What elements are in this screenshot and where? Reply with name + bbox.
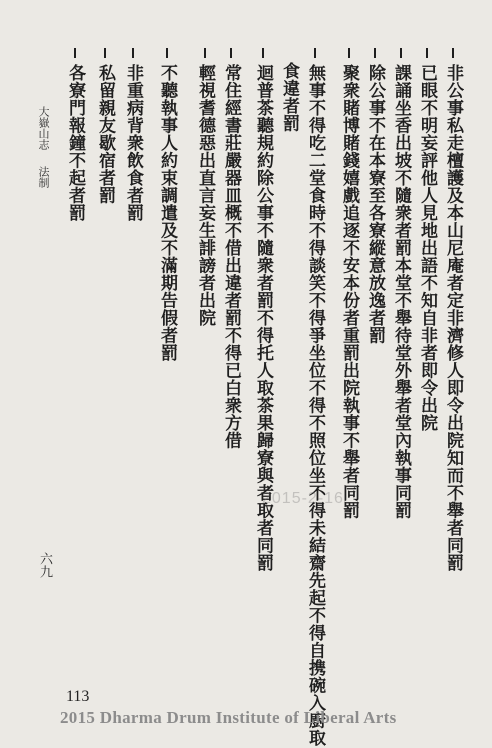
watermark-date: 2015-2-16	[262, 490, 344, 507]
rule-text: 無事不得吃二堂食時不得談笑不得爭坐位不得不照位坐不得未結齋先起不得自携碗入廚取	[305, 64, 325, 747]
rule-line-4	[366, 48, 383, 344]
rule-text: 課誦坐香出坡不隨衆者罰本堂不舉待堂外舉者堂內執事同罰	[391, 64, 411, 519]
rule-line-6-continued	[280, 62, 297, 132]
bullet-dash	[104, 48, 106, 58]
bullet-dash	[230, 48, 232, 58]
rule-text: 不聽執事人約束調遣及不滿期告假者罰	[157, 64, 177, 362]
rule-line-5	[340, 48, 357, 519]
bullet-dash	[74, 48, 76, 58]
rule-text: 輕視耆德惡出直言妄生誹謗者出院	[195, 64, 215, 327]
rule-text: 食違者罰	[279, 62, 299, 132]
bullet-dash	[166, 48, 168, 58]
bullet-dash	[452, 48, 454, 58]
bullet-dash	[262, 48, 264, 58]
rule-line-12	[96, 48, 113, 204]
rule-line-6	[306, 48, 323, 747]
rule-text: 常住經書莊嚴器皿概不借出違者罰不得已白衆方借	[221, 64, 241, 449]
rule-text: 迴普茶聽規約除公事不隨衆者罰不得托人取茶果歸寮與者取者同罰	[253, 64, 273, 572]
bullet-dash	[348, 48, 350, 58]
rule-text: 私留親友歇宿者罰	[95, 64, 115, 204]
rule-text: 聚衆賭博賭錢嬉戲追逐不安本份者重罰出院執事不舉者同罰	[339, 64, 359, 519]
bullet-dash	[400, 48, 402, 58]
bullet-dash	[314, 48, 316, 58]
bullet-dash	[204, 48, 206, 58]
bullet-dash	[426, 48, 428, 58]
rule-text: 非公事私走檀護及本山尼庵者定非濟修人即令出院知而不舉者同罰	[443, 64, 463, 572]
page-number: 113	[66, 688, 90, 705]
rule-line-3	[392, 48, 409, 519]
bullet-dash	[374, 48, 376, 58]
rule-text: 非重病背衆飲食者罰	[123, 64, 143, 222]
rule-text: 各寮門報鐘不起者罰	[65, 64, 85, 222]
footer-copyright: 2015 Dharma Drum Institute of Liberal Arts	[60, 708, 397, 727]
rule-line-11	[124, 48, 141, 222]
rule-text: 已眼不明妄評他人見地出語不知自非者即令出院	[417, 64, 437, 432]
rule-line-9	[196, 48, 213, 327]
rule-line-1	[444, 48, 461, 572]
rule-line-2	[418, 48, 435, 432]
book-title: 大嶽山志	[37, 106, 50, 150]
rule-text: 除公事不在本寮至各寮縱意放逸者罰	[365, 64, 385, 344]
rule-line-13	[66, 48, 83, 222]
chinese-page-number: 六九	[37, 552, 52, 578]
section-title: 法制	[37, 166, 50, 188]
rule-line-8	[222, 48, 239, 449]
bullet-dash	[132, 48, 134, 58]
rule-line-10	[158, 48, 175, 362]
